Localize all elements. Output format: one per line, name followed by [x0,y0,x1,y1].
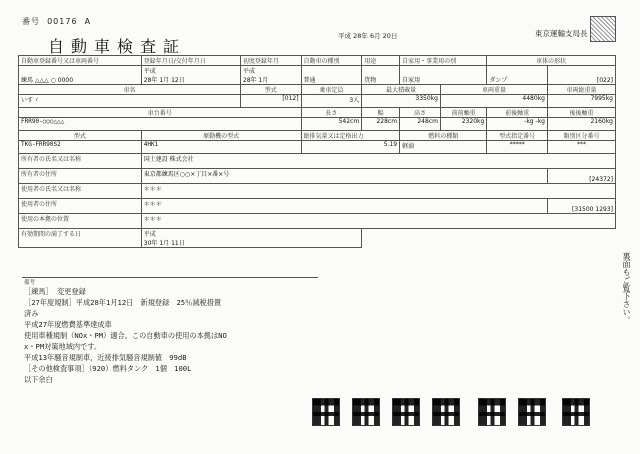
label-front-axle: 前前軸重 [440,108,486,118]
engine-type: 4HK1 [141,141,301,154]
notes-list [22,286,318,385]
label-category-number: 類別区分番号 [547,131,615,141]
expiry-era: 平成 [143,231,156,238]
note-line: 平成13年騒音規制車，近接排気騒音規制値 99dB [24,353,187,362]
first-year: 28 [242,77,251,84]
label-width: 幅 [362,108,400,118]
page-title: 自動車検査証 [48,37,187,56]
max-load: 3350kg [362,95,441,108]
first-month: 1 [258,77,263,84]
expiry-year: 30 [143,240,152,247]
label-vehicle-weight: 車両重量 [440,85,547,95]
category-number: *** [547,141,615,154]
displacement: 5.19 [301,141,400,154]
expiry-spacer [362,229,616,248]
reg-month: 1 [159,77,164,84]
first-era: 平成 [242,68,255,75]
qr-code-icon [392,398,420,426]
issue-date [338,31,397,40]
note-line: 使用車種規制（NOx・PM）適合。この自動車の使用の本拠はNO [24,331,227,340]
issuing-office: 東京運輸支局長 [535,29,588,38]
label-use: 用途 [362,56,400,66]
gross-weight: 7995kg [547,95,615,108]
qr-code-icon [312,398,340,426]
label-type: 型式 [19,131,142,141]
chassis-number: FRR90-○○○△△△ [19,118,302,131]
front-rear-axle [487,118,548,131]
serial-label: 番号 [22,17,40,26]
issue-year: 28 [353,32,362,40]
note-line: ［練馬］ 変更登録 [24,287,86,296]
reg-day: 12 [171,77,179,84]
issue-era: 平成 [338,32,351,40]
length: 542cm [301,118,362,131]
label-max-load: 最大積載量 [362,85,441,95]
reg-era: 平成 [143,68,156,75]
private-business: 自家用 [400,66,487,85]
label-displacement: 総排気量又は定格出力 [301,131,400,141]
label-capacity: 乗車定員 [301,85,362,95]
front-rear-axle-value: -kg [524,118,534,125]
label-expiry: 有効期間の満了する日 [19,229,142,248]
label-gross-weight: 車両総重量 [547,85,615,95]
maker: いすゞ [19,95,241,108]
label-height: 高さ [400,108,441,118]
label-body-shape: 車体の形状 [487,56,616,66]
label-rear-rear-axle: 後後軸重 [547,108,615,118]
registration-number: 練馬 △△△ ○ 0000 [19,66,142,85]
owner-code: [24372] [547,169,615,184]
user-address: ＊＊＊ [141,199,547,214]
vehicle-use: 貨物 [362,66,400,85]
maker-code: [012] [240,95,301,108]
label-fuel: 燃料の種類 [400,131,487,141]
reg-year: 28 [143,77,152,84]
fuel: 軽油 [400,141,487,154]
owner-address: 東京都練馬区○○×丁目×番×号 [141,169,547,184]
qr-code-icon [432,398,460,426]
note-line: x・PM対策地域内です。 [24,342,102,351]
rear-front-axle-value: -kg [535,118,545,125]
body-shape: ダンプ [487,66,548,85]
label-user-name: 使用者の氏名又は名称 [19,184,142,199]
label-first-registration: 登録年月日/交付年月日 [141,56,240,66]
label-private-business: 自家用・事業用の別 [400,56,487,66]
label-owner-name: 所有者の氏名又は名称 [19,154,142,169]
height: 248cm [400,118,441,131]
qr-code-icon [478,398,506,426]
issue-day: 20 [382,32,391,40]
side-notice: 裏面もご覧下さい。 [622,252,631,324]
issue-month-unit: 月 [374,32,381,40]
expiry-date: 平成 30年 1月 11日 [141,229,361,248]
label-engine-type: 原動機の型式 [141,131,301,141]
label-user-address: 使用者の住所 [19,199,142,214]
note-line: 以下余白 [24,375,53,384]
base-location: ＊＊＊ [141,214,615,229]
user-code: [31500 1293] [547,199,615,214]
label-maker: 車名 [19,85,241,95]
width: 228cm [362,118,400,131]
vehicle-type: TKG-FRR90S2 [19,141,142,154]
capacity: 3人 [301,95,362,108]
front-axle: 2320kg [440,118,486,131]
note-line: 済み [24,309,39,318]
body-code: [022] [547,66,615,85]
note-line: 平成27年度燃費基準達成車 [24,320,112,329]
issue-year-unit: 年 [361,32,368,40]
qr-code-icon [352,398,380,426]
notes-section [22,277,318,400]
label-vehicle-kind: 自動車の種別 [301,56,362,66]
qr-code-icon [562,398,590,426]
vehicle-kind: 普通 [301,66,362,85]
serial-suffix: A [84,17,92,26]
type-designation: ***** [487,141,548,154]
label-registration: 自動車登録番号又は車両番号 [19,56,142,66]
label-first-reg-ym: 初度登録年月 [240,56,301,66]
label-length: 長さ [301,108,362,118]
rear-rear-axle: 2160kg [547,118,615,131]
vehicle-weight: 4480kg [440,95,547,108]
certificate-table [18,55,616,248]
expiry-day: 11 [171,240,179,247]
label-base-location: 使用の本拠の位置 [19,214,142,229]
label-front-rear-axle: 前後軸重 [487,108,548,118]
registration-date: 平成 28年 1月 12日 [141,66,240,85]
issue-day-unit: 日 [390,32,398,40]
qr-code-icon [518,398,546,426]
serial-number [22,16,91,27]
label-notes: 備考 [24,280,36,286]
label-type-designation: 型式指定番号 [487,131,548,141]
owner-name: 国土建設 株式会社 [141,154,615,169]
issue-month: 6 [369,32,375,40]
first-registration: 平成 28年 1月 [240,66,301,85]
label-owner-address: 所有者の住所 [19,169,142,184]
note-line: ［その他検査事項］（920）燃料タンク 1個 100L [24,364,192,373]
user-name: ＊＊＊ [141,184,615,199]
serial-value: 00176 [47,17,78,26]
expiry-month: 1 [159,240,164,247]
label-chassis-number: 車台番号 [19,108,302,118]
note-line: ［27年度規制］平成28年1月12日 新規登録 25％減税措置 [24,298,222,307]
label-model-name: 型式 [240,85,301,95]
official-seal-icon [590,16,616,42]
